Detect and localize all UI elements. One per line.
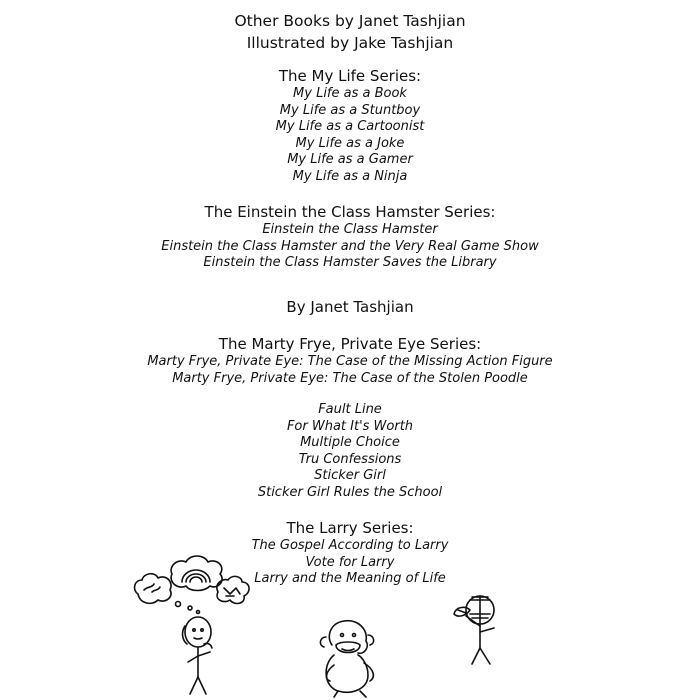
monkey-doodle-icon: [312, 615, 387, 700]
book-title: Sticker Girl: [314, 468, 386, 484]
book-title: Einstein the Class Hamster Saves the Library: [203, 255, 497, 271]
book-title: My Life as a Book: [293, 86, 407, 101]
book-list-my-life: [0, 86, 700, 186]
header-illustrated-by: Illustrated by Jake Tashjian: [246, 34, 454, 52]
header-other-books: Other Books by Janet Tashjian: [234, 12, 466, 30]
book-title: My Life as a Cartoonist: [275, 119, 425, 135]
book-list-standalone: [0, 402, 700, 502]
book-title: My Life as a Joke: [295, 135, 405, 151]
book-title: Sticker Girl Rules the School: [257, 484, 443, 500]
section-larry: [0, 518, 700, 588]
section-my-life: [0, 66, 700, 186]
book-title: Marty Frye, Private Eye: The Case of the Missing Action Figure: [147, 354, 553, 369]
book-title: Tru Confessions: [298, 451, 402, 467]
section-marty-frye: [0, 334, 700, 387]
section-heading-einstein: The Einstein the Class Hamster Series:: [204, 203, 496, 221]
book-title: Marty Frye, Private Eye: The Case of the Stolen Poodle: [172, 370, 528, 386]
book-title: Einstein the Class Hamster and the Very Real Game Show: [161, 238, 539, 254]
by-author-heading: By Janet Tashjian: [286, 298, 414, 316]
page-header: [0, 10, 700, 54]
book-title: Einstein the Class Hamster: [262, 222, 438, 237]
book-title: The Gospel According to Larry: [251, 538, 449, 553]
section-einstein: [0, 202, 700, 272]
thinking-kid-doodle-icon: [128, 552, 268, 697]
book-title: My Life as a Stuntboy: [279, 102, 421, 118]
section-by-author: [0, 297, 700, 317]
section-heading-larry: The Larry Series:: [286, 519, 414, 537]
section-standalone: [0, 402, 700, 502]
section-heading-my-life: The My Life Series:: [278, 67, 422, 85]
book-list-marty-frye: [0, 354, 700, 387]
book-list-larry: [0, 538, 700, 588]
book-title: For What It's Worth: [286, 418, 414, 434]
book-title: My Life as a Gamer: [287, 152, 413, 168]
section-heading-marty-frye: The Marty Frye, Private Eye Series:: [218, 335, 482, 353]
book-title: My Life as a Ninja: [292, 168, 408, 184]
football-player-doodle-icon: [448, 588, 518, 668]
book-title: Larry and the Meaning of Life: [254, 571, 446, 587]
book-title: Vote for Larry: [305, 554, 395, 570]
book-title: Multiple Choice: [300, 435, 400, 451]
book-title: Fault Line: [318, 402, 382, 417]
book-list-einstein: [0, 222, 700, 272]
